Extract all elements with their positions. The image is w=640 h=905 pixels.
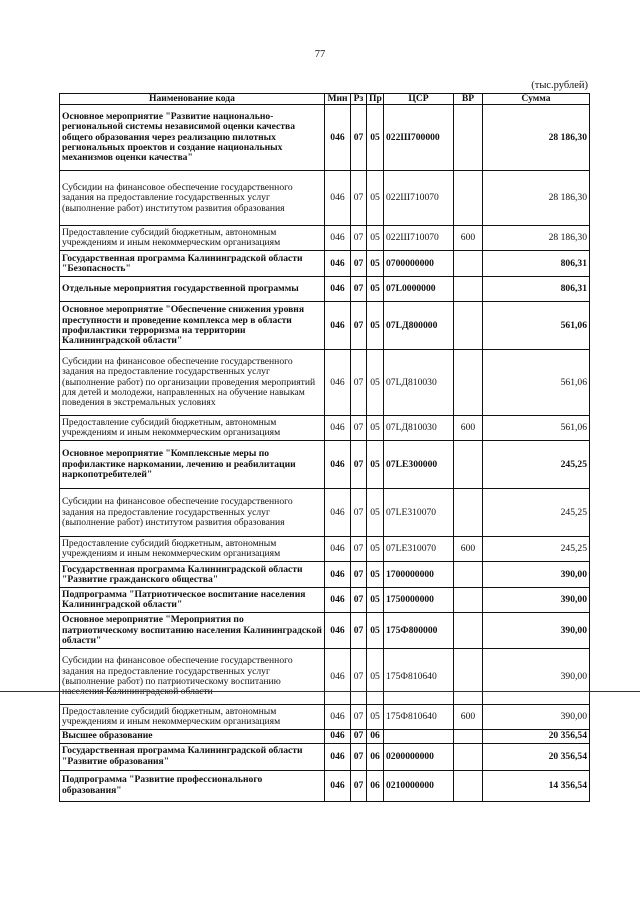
cell-rz: 07 — [351, 226, 367, 251]
cell-pr: 05 — [367, 251, 384, 277]
cell-vr — [454, 588, 483, 613]
page-number: 77 — [314, 49, 326, 60]
cell-vr — [454, 613, 483, 649]
cell-vr — [454, 441, 483, 489]
cell-min: 046 — [325, 226, 351, 251]
table-row — [60, 705, 590, 730]
cell-pr: 05 — [367, 537, 384, 562]
cell-min: 046 — [325, 489, 351, 537]
cell-pr: 05 — [367, 489, 384, 537]
cell-sum: 561,06 — [483, 416, 590, 441]
cell-csr: 07LД810030 — [384, 350, 454, 416]
cell-sum: 806,31 — [483, 251, 590, 277]
header-csr: ЦСР — [384, 94, 454, 105]
cell-rz: 07 — [351, 537, 367, 562]
table-header-row — [60, 94, 590, 105]
table-row — [60, 277, 590, 302]
cell-vr — [454, 649, 483, 705]
cell-min: 046 — [325, 705, 351, 730]
cell-vr — [454, 770, 483, 801]
cell-rz: 07 — [351, 562, 367, 588]
cell-vr: 600 — [454, 705, 483, 730]
cell-vr — [454, 251, 483, 277]
cell-csr: 07LЕ310070 — [384, 489, 454, 537]
cell-name: Основное мероприятие "Мероприятия по патриотическому воспитанию населения Калининградской области" — [60, 613, 325, 649]
table-row — [60, 105, 590, 171]
cell-name: Высшее образование — [60, 730, 325, 743]
cell-rz: 07 — [351, 171, 367, 226]
cell-min: 046 — [325, 613, 351, 649]
cell-sum: 245,25 — [483, 489, 590, 537]
cell-sum: 561,06 — [483, 350, 590, 416]
cell-name: Основное мероприятие "Развитие национально-региональной системы независимой оценки качества общего образования через реализацию пилотных региональных проектов и создание национальных механизмов оценки качества" — [60, 105, 325, 171]
cell-sum: 390,00 — [483, 649, 590, 705]
cell-name: Государственная программа Калининградской области "Развитие гражданского общества" — [60, 562, 325, 588]
cell-min: 046 — [325, 743, 351, 770]
cell-csr: 07LЕ300000 — [384, 441, 454, 489]
cell-rz: 07 — [351, 613, 367, 649]
cell-rz: 07 — [351, 770, 367, 801]
cell-name: Подпрограмма "Патриотическое воспитание населения Калининградской области" — [60, 588, 325, 613]
cell-pr: 05 — [367, 705, 384, 730]
cell-rz: 07 — [351, 588, 367, 613]
cell-name: Предоставление субсидий бюджетным, автономным учреждениям и иным некоммерческим организациям — [60, 226, 325, 251]
cell-name: Отдельные мероприятия государственной программы — [60, 277, 325, 302]
cell-pr: 06 — [367, 730, 384, 743]
cell-rz: 07 — [351, 649, 367, 705]
budget-table — [59, 93, 590, 802]
cell-sum: 806,31 — [483, 277, 590, 302]
cell-rz: 07 — [351, 705, 367, 730]
cell-sum: 561,06 — [483, 302, 590, 350]
cell-rz: 07 — [351, 743, 367, 770]
table-row — [60, 770, 590, 801]
cell-csr: 1750000000 — [384, 588, 454, 613]
table-row — [60, 226, 590, 251]
cell-vr — [454, 562, 483, 588]
cell-csr: 07LД800000 — [384, 302, 454, 350]
cell-pr: 06 — [367, 770, 384, 801]
cell-name: Государственная программа Калининградской области "Развитие образования" — [60, 743, 325, 770]
cell-name: Предоставление субсидий бюджетным, автономным учреждениям и иным некоммерческим организациям — [60, 705, 325, 730]
header-rz: Рз — [351, 94, 367, 105]
cell-rz: 07 — [351, 277, 367, 302]
table-row — [60, 171, 590, 226]
table-row — [60, 489, 590, 537]
cell-name: Предоставление субсидий бюджетным, автономным учреждениям и иным некоммерческим организациям — [60, 416, 325, 441]
cell-sum: 390,00 — [483, 562, 590, 588]
cell-min: 046 — [325, 649, 351, 705]
cell-csr: 0700000000 — [384, 251, 454, 277]
cell-name: Субсидии на финансовое обеспечение государственного задания на предоставление государственных услуг (выполнение работ) институтом развития образования — [60, 489, 325, 537]
cell-rz: 07 — [351, 350, 367, 416]
cell-min: 046 — [325, 302, 351, 350]
table-row — [60, 302, 590, 350]
cell-pr: 06 — [367, 743, 384, 770]
cell-csr: 022Ш710070 — [384, 226, 454, 251]
cell-min: 046 — [325, 537, 351, 562]
table-row — [60, 537, 590, 562]
cell-min: 046 — [325, 277, 351, 302]
cell-sum: 20 356,54 — [483, 730, 590, 743]
cell-sum: 245,25 — [483, 537, 590, 562]
cell-pr: 05 — [367, 441, 384, 489]
cell-min: 046 — [325, 562, 351, 588]
cell-vr — [454, 171, 483, 226]
table-row — [60, 350, 590, 416]
cell-pr: 05 — [367, 171, 384, 226]
cell-pr: 05 — [367, 226, 384, 251]
cell-name: Субсидии на финансовое обеспечение государственного задания на предоставление государственных услуг (выполнение работ) по патриотическому воспитанию населения Калининградской области — [60, 649, 325, 705]
header-min: Мин — [325, 94, 351, 105]
cell-pr: 05 — [367, 277, 384, 302]
cell-rz: 07 — [351, 730, 367, 743]
cell-rz: 07 — [351, 302, 367, 350]
cell-name: Основное мероприятие "Обеспечение снижения уровня преступности и проведение комплекса мер в области профилактики терроризма на территории Калининградской области" — [60, 302, 325, 350]
table-row — [60, 649, 590, 705]
cell-sum: 28 186,30 — [483, 171, 590, 226]
cell-vr — [454, 489, 483, 537]
cell-csr: 175Ф810640 — [384, 705, 454, 730]
page-divider-line — [0, 691, 640, 692]
cell-sum: 390,00 — [483, 705, 590, 730]
header-sum: Сумма — [483, 94, 590, 105]
cell-csr: 175Ф810640 — [384, 649, 454, 705]
table-row — [60, 743, 590, 770]
cell-name: Основное мероприятие "Комплексные меры по профилактике наркомании, лечению и реабилитации наркопотребителей" — [60, 441, 325, 489]
cell-sum: 390,00 — [483, 613, 590, 649]
cell-csr: 07LЕ310070 — [384, 537, 454, 562]
cell-pr: 05 — [367, 350, 384, 416]
table-row — [60, 730, 590, 743]
cell-name: Подпрограмма "Развитие профессионального образования" — [60, 770, 325, 801]
units-note: (тыс.рублей) — [531, 80, 588, 91]
table-row — [60, 441, 590, 489]
cell-vr: 600 — [454, 226, 483, 251]
cell-pr: 05 — [367, 613, 384, 649]
cell-vr: 600 — [454, 537, 483, 562]
cell-pr: 05 — [367, 416, 384, 441]
table-row — [60, 251, 590, 277]
cell-name: Предоставление субсидий бюджетным, автономным учреждениям и иным некоммерческим организациям — [60, 537, 325, 562]
table-row — [60, 416, 590, 441]
cell-min: 046 — [325, 588, 351, 613]
cell-sum: 390,00 — [483, 588, 590, 613]
cell-name: Субсидии на финансовое обеспечение государственного задания на предоставление государственных услуг (выполнение работ) по организации проведения мероприятий для детей и молодежи, направленных на обучение навыкам поведения в экстремальных условиях — [60, 350, 325, 416]
cell-csr: 0200000000 — [384, 743, 454, 770]
cell-vr — [454, 105, 483, 171]
cell-min: 046 — [325, 105, 351, 171]
cell-pr: 05 — [367, 588, 384, 613]
table-row — [60, 613, 590, 649]
cell-csr: 07LД810030 — [384, 416, 454, 441]
table-row — [60, 588, 590, 613]
cell-csr: 022Ш710070 — [384, 171, 454, 226]
cell-vr — [454, 743, 483, 770]
cell-pr: 05 — [367, 105, 384, 171]
cell-pr: 05 — [367, 562, 384, 588]
cell-rz: 07 — [351, 251, 367, 277]
cell-sum: 20 356,54 — [483, 743, 590, 770]
cell-rz: 07 — [351, 441, 367, 489]
cell-min: 046 — [325, 770, 351, 801]
cell-min: 046 — [325, 171, 351, 226]
cell-csr — [384, 730, 454, 743]
cell-vr — [454, 302, 483, 350]
header-vr: ВР — [454, 94, 483, 105]
table-body — [60, 105, 590, 801]
cell-min: 046 — [325, 441, 351, 489]
cell-vr — [454, 277, 483, 302]
cell-sum: 28 186,30 — [483, 105, 590, 171]
cell-sum: 245,25 — [483, 441, 590, 489]
cell-min: 046 — [325, 251, 351, 277]
cell-rz: 07 — [351, 416, 367, 441]
cell-csr: 1700000000 — [384, 562, 454, 588]
cell-csr: 022Ш700000 — [384, 105, 454, 171]
header-name: Наименование кода — [60, 94, 325, 105]
cell-min: 046 — [325, 416, 351, 441]
cell-rz: 07 — [351, 489, 367, 537]
cell-vr — [454, 730, 483, 743]
cell-csr: 07L0000000 — [384, 277, 454, 302]
cell-min: 046 — [325, 730, 351, 743]
cell-vr: 600 — [454, 416, 483, 441]
cell-csr: 175Ф800000 — [384, 613, 454, 649]
cell-sum: 28 186,30 — [483, 226, 590, 251]
cell-pr: 05 — [367, 649, 384, 705]
cell-min: 046 — [325, 350, 351, 416]
header-pr: Пр — [367, 94, 384, 105]
cell-sum: 14 356,54 — [483, 770, 590, 801]
table-row — [60, 562, 590, 588]
cell-csr: 0210000000 — [384, 770, 454, 801]
cell-pr: 05 — [367, 302, 384, 350]
cell-name: Государственная программа Калининградской области "Безопасность" — [60, 251, 325, 277]
cell-vr — [454, 350, 483, 416]
cell-name: Субсидии на финансовое обеспечение государственного задания на предоставление государственных услуг (выполнение работ) институтом развития образования — [60, 171, 325, 226]
cell-rz: 07 — [351, 105, 367, 171]
